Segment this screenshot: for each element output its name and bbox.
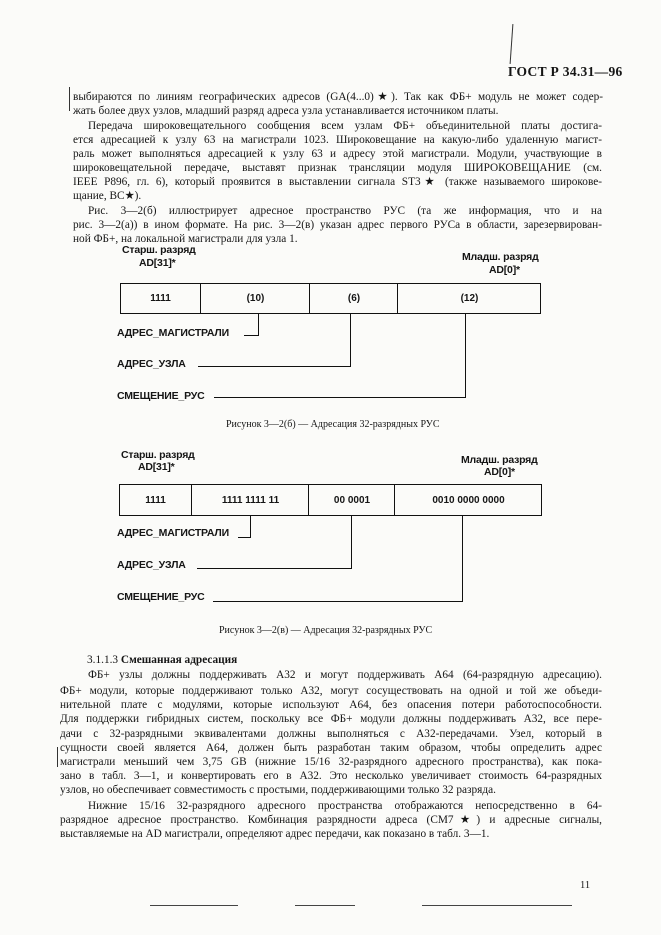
leader-line bbox=[244, 335, 259, 336]
leader-line bbox=[214, 397, 466, 398]
body-line: Передача широковещательного сообщения всем узлам ФБ+ объединительной платы достига- bbox=[88, 120, 602, 132]
margin-mark bbox=[69, 87, 70, 111]
body-line: разрядное адресное пространство. Комбинация разрядности адреса (СМ7★) и адресные сигналы, bbox=[60, 814, 602, 826]
register-field: 1111 bbox=[145, 494, 166, 506]
address-register bbox=[120, 283, 541, 314]
msb-signal: AD[31]* bbox=[139, 257, 176, 269]
register-field: (6) bbox=[309, 284, 398, 313]
body-line: сущности своей является А64, должен быть разработан таким образом, чтобы определить адрес bbox=[60, 742, 602, 754]
leader-line bbox=[250, 516, 251, 538]
body-line: Рис. 3—2(б) иллюстрирует адресное пространство РУС (та же информация, что и на bbox=[88, 205, 602, 217]
body-line: щание, BC★). bbox=[73, 190, 142, 202]
lsb-label: Младш. разряд bbox=[462, 251, 539, 263]
msb-signal: AD[31]* bbox=[138, 461, 175, 473]
field-label-offset: СМЕЩЕНИЕ_РУС bbox=[117, 390, 205, 402]
body-line: широковещательной передаче, выставят признак трансляции модуля ШИРОКОВЕЩАНИЕ (см. bbox=[73, 162, 602, 174]
body-line: дачи с 32-разрядными эквивалентами должны выполняться с А32-передачами. Узел, который в bbox=[60, 728, 602, 740]
field-label-bus-address: АДРЕС_МАГИСТРАЛИ bbox=[117, 327, 229, 339]
body-line: нительной плате с модулями, которые используют А64, без опасения потери работоспособности. bbox=[60, 699, 602, 711]
register-field: 0010 0000 0000 bbox=[394, 485, 542, 515]
lsb-signal: AD[0]* bbox=[489, 264, 520, 276]
document-header: ГОСТ Р 34.31—96 bbox=[508, 64, 623, 79]
leader-line bbox=[465, 314, 466, 398]
leader-line bbox=[258, 314, 259, 336]
body-line: узлов, но обеспечивает совместимость с простыми, поддерживающими только 32 разряда. bbox=[60, 784, 496, 796]
footer-rule bbox=[295, 905, 355, 906]
leader-line bbox=[213, 601, 463, 602]
page-number: 11 bbox=[580, 880, 591, 891]
msb-label: Старш. разряд bbox=[121, 449, 195, 461]
body-line: жать более двух узлов, младший разряд адреса узла устанавливается источником платы. bbox=[73, 105, 499, 117]
margin-mark bbox=[57, 747, 58, 767]
msb-label: Старш. разряд bbox=[122, 244, 196, 256]
section-number: 3.1.1.3 bbox=[87, 654, 119, 666]
body-line: Нижние 15/16 32-разрядного адресного пространства отображаются непосредственно в 64- bbox=[88, 800, 602, 812]
field-label-node-address: АДРЕС_УЗЛА bbox=[117, 358, 186, 370]
field-label-node-address: АДРЕС_УЗЛА bbox=[117, 559, 186, 571]
leader-line bbox=[462, 516, 463, 602]
field-label-bus-address: АДРЕС_МАГИСТРАЛИ bbox=[117, 527, 229, 539]
body-line: ется адресацией к узлу 63 на магистрали 1023. Широковещание на какую-либо удаленную магист- bbox=[73, 134, 602, 146]
footer-rule bbox=[150, 905, 238, 906]
section-heading bbox=[87, 653, 237, 667]
register-field: 00 0001 bbox=[308, 485, 395, 515]
lsb-label: Младш. разряд bbox=[461, 454, 538, 466]
figure-caption: Рисунок 3—2(в) — Адресация 32-разрядных РУС bbox=[219, 625, 433, 636]
register-field: (10) bbox=[200, 284, 310, 313]
leader-line bbox=[351, 516, 352, 569]
leader-line bbox=[238, 537, 251, 538]
body-line: IEEE P896, гл. 6), который проявится в выставлении сигнала ST3★ (также называемого широкове- bbox=[73, 176, 602, 188]
register-field: 1111 bbox=[150, 293, 171, 304]
body-line: Для поддержки гибридных систем, поскольку все ФБ+ модули должны поддерживать А32, все пере- bbox=[60, 713, 602, 725]
field-label-offset: СМЕЩЕНИЕ_РУС bbox=[117, 591, 205, 603]
body-line: раль может выполняться адресацией к узлу 63 и адресу этой магистрали. Модули, участвующие в bbox=[73, 148, 602, 160]
leader-line bbox=[198, 366, 351, 367]
leader-line bbox=[197, 568, 352, 569]
register-field: 1111 1111 11 bbox=[191, 485, 309, 515]
footer-rule bbox=[422, 905, 572, 906]
address-register bbox=[119, 484, 542, 516]
body-line: зано в табл. 3—1, и конвертировать его в А32. Это несколько увеличивает стоимость 64-разрядных bbox=[60, 770, 602, 782]
section-title: Смешанная адресация bbox=[120, 654, 238, 666]
lsb-signal: AD[0]* bbox=[484, 466, 515, 478]
body-line: магистрали меньший чем 3,75 GB (нижние 15/16 32-разрядного адресного пространства), как пока- bbox=[60, 756, 602, 768]
body-line: ной ФБ+, на локальной магистрали для узла 1. bbox=[73, 233, 298, 245]
leader-line bbox=[350, 314, 351, 367]
body-line: рис. 3—2(а)) в ином формате. На рис. 3—2(в) указан адрес первого РУСа в области, зарезервирован- bbox=[73, 219, 602, 231]
body-line: ФБ+ узлы должны поддерживать А32 и могут поддерживать А64 (64-разрядную адресацию). bbox=[88, 669, 602, 681]
body-line: выбираются по линиям географических адресов (GA(4...0)★). Так как ФБ+ модуль не может содер- bbox=[73, 91, 603, 103]
register-field: (12) bbox=[397, 284, 541, 313]
figure-caption: Рисунок 3—2(б) — Адресация 32-разрядных РУС bbox=[226, 419, 440, 430]
body-line: ФБ+ модули, которые поддерживают только А32, могут сосуществовать на одной и той же объеди- bbox=[60, 685, 602, 697]
body-line: выставляемые на AD магистрали, определяют адрес передачи, как показано в табл. 3—1. bbox=[60, 828, 490, 840]
header-tick-mark bbox=[510, 24, 514, 64]
